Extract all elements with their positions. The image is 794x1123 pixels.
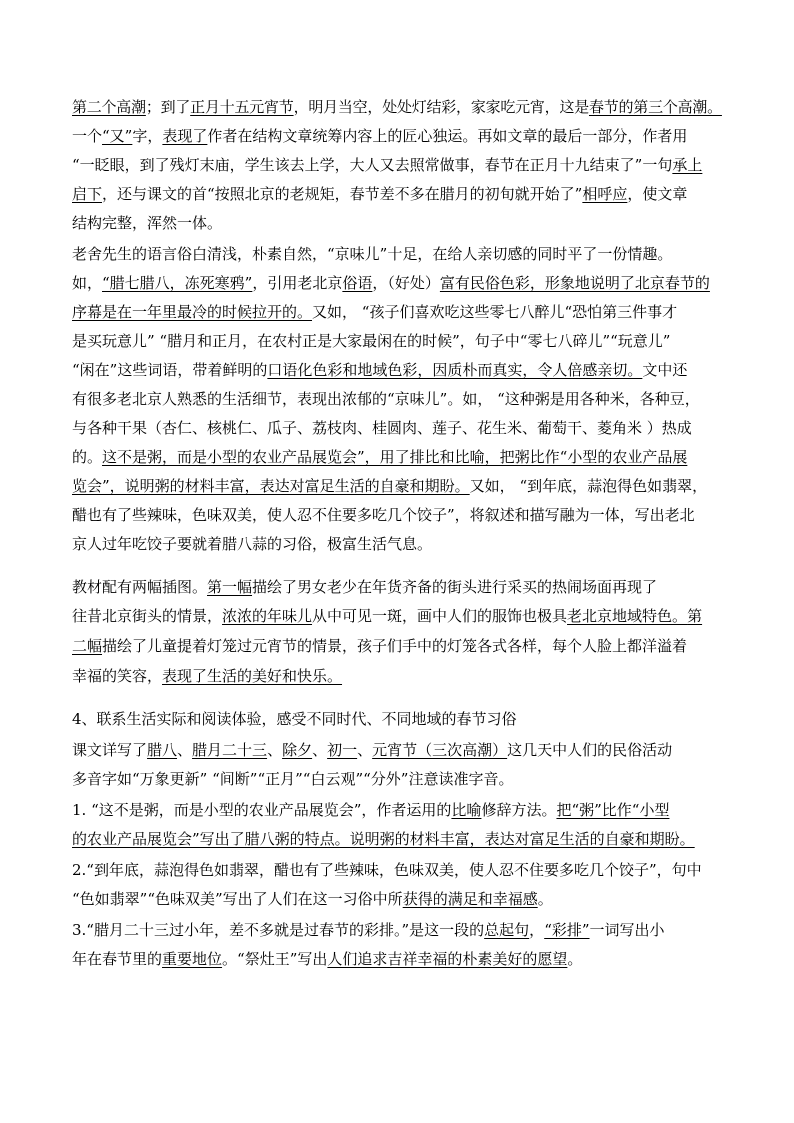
text-line bbox=[72, 860, 702, 880]
text-line bbox=[72, 447, 687, 467]
text-run: 、 bbox=[312, 741, 328, 759]
text-run: 有很多老北京人熟悉的生活细节，表现出浓郁的“京味儿”。如， “这种粥是用各种米，各种豆， bbox=[72, 390, 700, 408]
underlined-text: 这不是粥，而是小型的农业产品展览会”，用了排比和比喻，把粥比作“小型的农业产品展 bbox=[102, 448, 688, 466]
text-run: 描绘了儿童提着灯笼过元宵节的情景，孩子们手中的灯笼各式各样，每个人脸上都洋溢着 bbox=[102, 637, 688, 655]
underlined-text: 第一幅 bbox=[207, 578, 253, 596]
underlined-text: 表现了生活的美好和快乐。 bbox=[162, 667, 343, 685]
text-run: ，还与课文的首“按照北京的老规矩，春节差不多在腊月的初旬就开始了” bbox=[102, 185, 583, 203]
underlined-text: 第 bbox=[687, 607, 703, 625]
text-line bbox=[72, 97, 722, 117]
text-run: 年在春节里的 bbox=[72, 950, 163, 968]
underlined-text: 承上 bbox=[672, 156, 703, 174]
text-line bbox=[72, 534, 432, 554]
underlined-text: 春节的第三个高潮。 bbox=[588, 98, 722, 116]
underlined-text: 序幕是在一年里最冷的时候拉开的。 bbox=[72, 303, 313, 321]
text-run: 、 bbox=[177, 741, 193, 759]
text-run: “一眨眼，到了残灯末庙，学生该去上学，大人又去照常做事，春节在正月十九结束了”一句 bbox=[72, 156, 673, 174]
text-run: 如， bbox=[72, 274, 103, 292]
text-run: 往昔北京街头的情景， bbox=[72, 607, 223, 625]
text-line bbox=[72, 476, 707, 496]
underlined-text: 相呼应 bbox=[582, 185, 628, 203]
text-run: ；到了 bbox=[145, 98, 191, 116]
underlined-text: 的农业产品展览会”写出了腊八粥的特点。说明粥的材料丰富，表达对富足生活的自豪和期盼。 bbox=[72, 830, 695, 848]
underlined-text: 获得的满足和幸福感 bbox=[402, 890, 538, 908]
underlined-text: “又” bbox=[102, 127, 133, 145]
text-run: ， bbox=[529, 921, 545, 939]
underlined-text: 正月十五元宵节 bbox=[190, 98, 294, 116]
text-run: “色如翡翠”“色味双美”写出了人们在这一习俗中所 bbox=[72, 890, 403, 908]
text-run: ，使文章 bbox=[627, 185, 688, 203]
underlined-text: 人们追求吉祥幸福的朴素美好的愿望 bbox=[327, 950, 568, 968]
text-run: 4、联系生活实际和阅读体验，感受不同时代、不同地域的春节习俗 bbox=[72, 710, 517, 728]
text-run: 、 bbox=[357, 741, 373, 759]
text-run: 2.“到年底，蒜泡得色如翡翠，醋也有了些辣味，色味双美，使人忍不住要多吃几个饺子”，句中 bbox=[72, 861, 702, 879]
text-line bbox=[72, 389, 700, 409]
text-run: 醋也有了些辣味，色味双美，使人忍不住要多吃几个饺子”，将叙述和描写融为一体，写出老北 bbox=[72, 506, 695, 524]
underlined-text: 第二个高潮 bbox=[72, 98, 146, 116]
text-run: 课文详写了 bbox=[72, 741, 148, 759]
text-line bbox=[72, 244, 672, 264]
text-line bbox=[72, 360, 687, 380]
text-run: 多音字如“万象更新” “间断”“正月”“白云观”“分外”注意读准字音。 bbox=[72, 770, 514, 788]
text-run: 一个 bbox=[72, 127, 103, 145]
text-run: 字， bbox=[132, 127, 163, 145]
underlined-text: 俗语 bbox=[342, 274, 373, 292]
text-run: 老舍先生的语言俗白清浅，朴素自然，“京味儿”十足，在给人亲切感的同时平了一份情趣。 bbox=[72, 245, 673, 263]
text-run: ，明月当空，处处灯结彩，家家吃元宵，这是 bbox=[293, 98, 589, 116]
text-line bbox=[72, 949, 582, 969]
text-run: ，引用老北京 bbox=[252, 274, 343, 292]
underlined-text: 总起句 bbox=[484, 921, 530, 939]
text-line bbox=[72, 155, 702, 175]
text-run: 是买玩意儿” “腊月和正月，在农村正是大家最闲在的时候”，句子中“零七八碎儿”“玩意儿” bbox=[72, 332, 671, 350]
text-run: 描绘了男女老少在年货齐备的街头进行采买的热闹场面再现了 bbox=[252, 578, 658, 596]
underlined-text: 元宵节（三次高潮） bbox=[372, 741, 508, 759]
underlined-text: 重要地位 bbox=[162, 950, 223, 968]
underlined-text: 启下 bbox=[72, 185, 103, 203]
text-line bbox=[72, 666, 342, 686]
underlined-text: “腊七腊八，冻死寒鸦” bbox=[102, 274, 253, 292]
text-line bbox=[72, 505, 695, 525]
text-run: 这几天中人们的民俗活动 bbox=[507, 741, 673, 759]
text-run: 教材配有两幅插图。 bbox=[72, 578, 208, 596]
text-line bbox=[72, 800, 669, 820]
text-run: “闲在”这些词语，带着鲜明的 bbox=[72, 361, 268, 379]
underlined-text: 把“粥”比作“小型 bbox=[556, 801, 670, 819]
text-run: 。 bbox=[537, 890, 553, 908]
underlined-text: 览会”，说明粥的材料丰富，表达对富足生活的自豪和期盼。 bbox=[72, 477, 470, 495]
text-line bbox=[72, 740, 672, 760]
underlined-text: 富有民俗色彩，形象地说明了北京春节的 bbox=[439, 274, 710, 292]
text-run: 从中可见一斑，画中人们的服饰也极具 bbox=[312, 607, 568, 625]
underlined-text: 腊月二十三 bbox=[192, 741, 268, 759]
text-line bbox=[72, 577, 657, 597]
text-line bbox=[72, 184, 687, 204]
text-run: 一词写出小 bbox=[589, 921, 665, 939]
underlined-text: 浓浓的年味儿 bbox=[222, 607, 313, 625]
text-run: 又如， “孩子们喜欢吃这些零七八醉儿“恐怕第三件事才 bbox=[312, 303, 678, 321]
text-line bbox=[72, 769, 513, 789]
text-run: 修辞方法。 bbox=[481, 801, 557, 819]
text-run: 又如， “到年底，蒜泡得色如翡翠， bbox=[469, 477, 708, 495]
text-run: 。“祭灶王”写出 bbox=[222, 950, 328, 968]
text-run: 、 bbox=[267, 741, 283, 759]
underlined-text: 表现了 bbox=[162, 127, 208, 145]
text-line bbox=[72, 889, 553, 909]
text-line bbox=[72, 920, 665, 940]
text-run: 与各种干果（杏仁、核桃仁、瓜子、荔枝肉、桂圆肉、莲子、花生米、葡萄干、菱角米 ）热成 bbox=[72, 419, 692, 437]
underlined-text: 腊八 bbox=[147, 741, 178, 759]
text-run: 文中还 bbox=[642, 361, 688, 379]
text-run: 结构完整，浑然一体。 bbox=[72, 214, 223, 232]
underlined-text: 除夕 bbox=[282, 741, 313, 759]
underlined-text: 口语化色彩和地域色彩，因质朴而真实，令人倍感亲切。 bbox=[267, 361, 643, 379]
text-line bbox=[72, 709, 517, 729]
text-line bbox=[72, 636, 687, 656]
text-line bbox=[72, 273, 710, 293]
text-run: 京人过年吃饺子要就着腊八蒜的习俗，极富生活气息。 bbox=[72, 535, 433, 553]
text-line bbox=[72, 126, 687, 146]
underlined-text: 老北京地域特色。 bbox=[567, 607, 688, 625]
text-run: 3.“腊月二十三过小年，差不多就是过春节的彩排。”是这一段的 bbox=[72, 921, 485, 939]
text-line bbox=[72, 213, 222, 233]
text-run: ，（好处） bbox=[372, 274, 440, 292]
text-line bbox=[72, 829, 695, 849]
text-line bbox=[72, 331, 670, 351]
underlined-text: 比喻 bbox=[451, 801, 482, 819]
text-run: 1. “这不是粥，而是小型的农业产品展览会”，作者运用的 bbox=[72, 801, 452, 819]
text-run: 幸福的笑容， bbox=[72, 667, 163, 685]
underlined-text: 二幅 bbox=[72, 637, 103, 655]
underlined-text: 初一 bbox=[327, 741, 358, 759]
underlined-text: “彩排” bbox=[544, 921, 590, 939]
text-run: 的。 bbox=[72, 448, 103, 466]
text-run: 。 bbox=[567, 950, 583, 968]
text-line bbox=[72, 418, 692, 438]
text-line bbox=[72, 302, 677, 322]
text-run: 作者在结构文章统筹内容上的匠心独运。再如文章的最后一部分，作者用 bbox=[207, 127, 688, 145]
text-line bbox=[72, 606, 702, 626]
